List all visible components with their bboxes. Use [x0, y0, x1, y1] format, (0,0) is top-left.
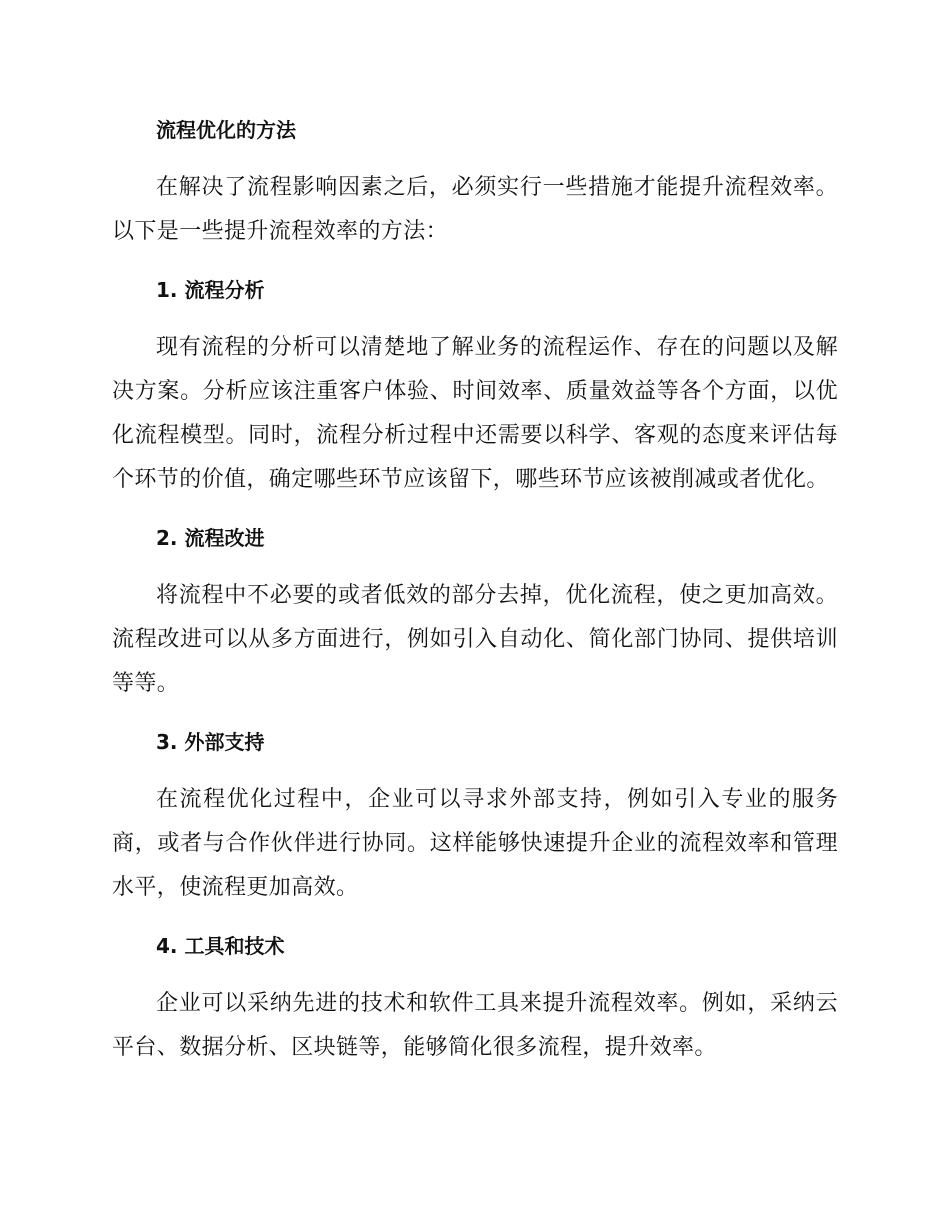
spacer [112, 910, 838, 924]
section-body-4: 企业可以采纳先进的技术和软件工具来提升流程效率。例如，采纳云平台、数据分析、区块链等，能够简化很多流程，提升效率。 [112, 991, 838, 1060]
spacer [112, 968, 838, 982]
section-body-1: 现有流程的分析可以清楚地了解业务的流程运作、存在的问题以及解决方案。分析应该注重客户体验、时间效率、质量效益等各个方面，以优化流程模型。同时，流程分析过程中还需要以科学、客观的态度来评估每个环节的价值，确定哪些环节应该留下，哪些环节应该被削减或者优化。 [112, 335, 838, 492]
section-heading-1: 1. 流程分析 [156, 278, 265, 302]
section-body-3: 在流程优化过程中，企业可以寻求外部支持，例如引入专业的服务商，或者与合作伙伴进行协同。这样能够快速提升企业的流程效率和管理水平，使流程更加高效。 [112, 787, 838, 900]
spacer [112, 502, 838, 516]
spacer [112, 254, 838, 268]
spacer [112, 764, 838, 778]
intro-paragraph: 在解决了流程影响因素之后，必须实行一些措施才能提升流程效率。以下是一些提升流程效率的方法： [112, 175, 838, 244]
section-heading-4: 4. 工具和技术 [156, 934, 285, 958]
section-heading-3: 3. 外部支持 [156, 730, 265, 754]
section-heading-2: 2. 流程改进 [156, 526, 265, 550]
spacer [112, 706, 838, 720]
spacer [112, 560, 838, 574]
document-title: 流程优化的方法 [156, 118, 296, 142]
spacer [112, 152, 838, 166]
spacer [112, 312, 838, 326]
section-body-2: 将流程中不必要的或者低效的部分去掉，优化流程，使之更加高效。流程改进可以从多方面进行，例如引入自动化、简化部门协同、提供培训等等。 [112, 583, 838, 696]
